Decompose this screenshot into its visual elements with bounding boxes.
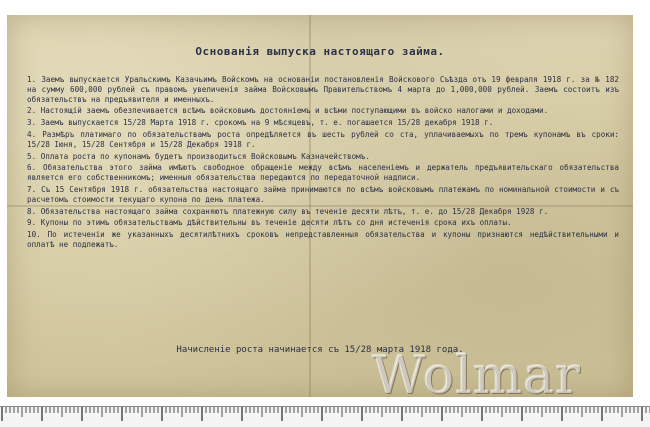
paragraph-4: 4. Размѣръ платимаго по обязательствамъ роста опредѣляется въ шесть рублей со ста, уплачиваемыхъ по тремъ купонамъ въ сроки: 15/28 Іюня, 15/28 Сентября и 15/28 Декабря 1918 г. xyxy=(27,129,619,149)
banknote-reverse xyxy=(7,15,633,397)
document-title: Основанія выпуска настоящаго займа. xyxy=(195,45,445,58)
paragraph-10: 10. По истеченіи же указанныхъ десятилѣтнихъ сроковъ непредставленныя обязательства и купоны признаются недѣйствительными и оплатѣ не подлежатъ. xyxy=(27,230,619,249)
paragraph-9: 9. Купоны по этимъ обязательствамъ дѣйствительны въ теченіе десяти лѣтъ со дня истеченія срока ихъ оплаты. xyxy=(27,218,512,228)
interest-start-line: Начисленіе роста начинается съ 15/28 марта 1918 года. xyxy=(176,345,464,355)
paragraph-6: 6. Обязательства этого займа имѣютъ свободное обращеніе между всѣмъ населеніемъ и держатель предъявительскаго обязательства является его собственникомъ; именныя обязательства передаются по передаточной надписи. xyxy=(27,163,619,183)
wolmar-watermark: Wolmar xyxy=(372,346,582,406)
paragraph-2: 2. Настоящій заемъ обезпечивается всѣмъ войсковымъ достояніемъ и всѣми поступающими въ войско налогами и доходами. xyxy=(27,106,549,116)
paragraph-8: 8. Обязательства настоящаго займа сохраняютъ платежную силу въ теченіе десяти лѣтъ, т. е. до 15/28 Декабря 1928 г. xyxy=(27,206,549,216)
paragraph-5: 5. Оплата роста по купонамъ будетъ производиться Войсковымъ Казначействомъ. xyxy=(27,151,370,161)
measurement-ruler xyxy=(0,406,650,427)
ruler-ticks xyxy=(0,407,650,427)
paragraph-7: 7. Съ 15 Сентября 1918 г. обязательства настоящаго займа принимаются по всѣмъ войсковымъ платежамъ по номинальной стоимости и съ расчетомъ стоимости текущаго купона по день платежа. xyxy=(27,184,619,204)
paragraph-3: 3. Заемъ выпускается 15/28 Марта 1918 г. срокомъ на 9 мѣсяцевъ, т. е. погашается 15/28 декабря 1918 г. xyxy=(27,118,494,128)
paragraph-1: 1. Заемъ выпускается Уральскимъ Казачьимъ Войскомъ на основаніи постановленія Войскового Съѣзда отъ 19 февраля 1918 г. за № 182 на сумму 600,000 рублей съ правомъ увеличенія займа Войсковымъ Правительствомъ 4 марта до 1,000,000 рублей. Заемъ состоитъ изъ обязательствъ на предъявителя и именныхъ. xyxy=(27,75,619,104)
document-body xyxy=(27,75,619,252)
